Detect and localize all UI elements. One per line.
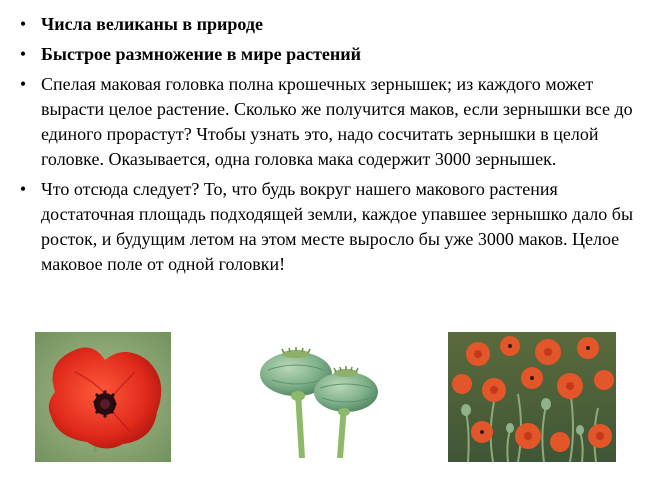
- bullet-poppy-field: [16, 177, 646, 277]
- poppy-flower-photo: [35, 332, 171, 462]
- bullet-text: Спелая маковая головка полна крошечных зернышек; из каждого может вырасти целое растение. Сколько же получится маков, если зернышки все до единого прорастут? Чтобы узнать это, надо сосчитать зернышки в целой головке. Оказывается, одна головка мака содержит 3000 зернышек.: [41, 74, 633, 169]
- bullet-marker: •: [19, 74, 27, 94]
- bullet-text: Числа великаны в природе: [41, 14, 263, 34]
- bullet-text: Что отсюда следует? То, что будь вокруг нашего макового растения достаточная площадь подходящей земли, каждое упавшее зернышко дало бы росток, и будущим летом на этом месте выросло бы уже 3000 маков. Целое маковое поле от одной головки!: [41, 179, 634, 274]
- bullet-poppy-seeds: [16, 72, 646, 172]
- poppy-seed-pods-photo: [246, 340, 384, 458]
- bullet-marker: •: [19, 14, 27, 34]
- bullet-marker: •: [19, 44, 27, 64]
- bullet-heading-fast-reproduction: [16, 42, 646, 67]
- poppy-field-photo: [448, 332, 616, 462]
- bullet-text: Быстрое размножение в мире растений: [41, 44, 362, 64]
- bullet-heading-giant-numbers: [16, 12, 646, 37]
- bullet-marker: •: [19, 179, 27, 199]
- bullet-list: [16, 12, 646, 282]
